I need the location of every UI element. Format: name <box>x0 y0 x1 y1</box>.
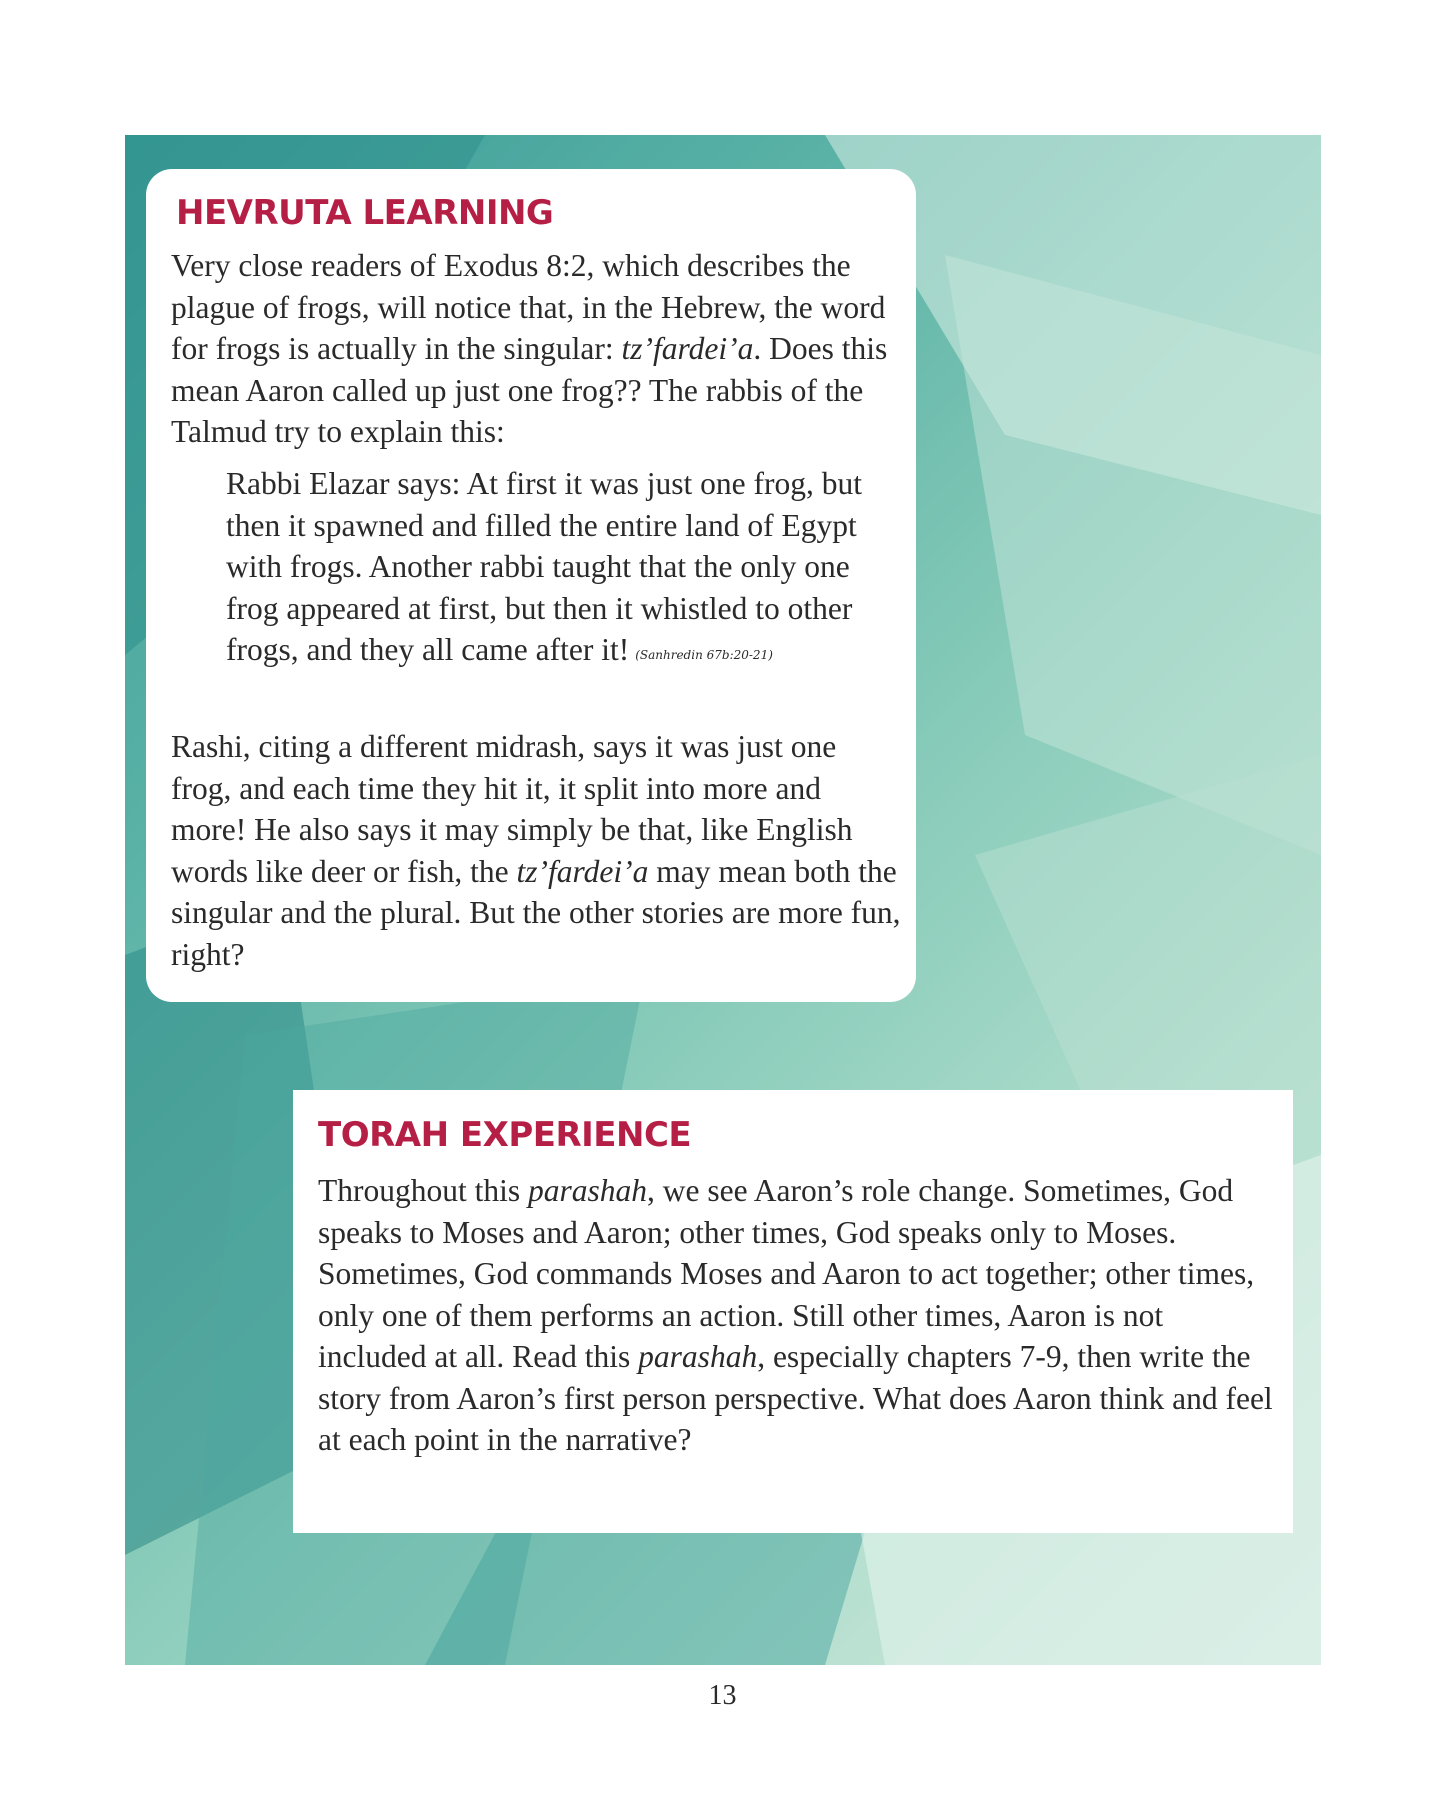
hevruta-intro-paragraph <box>171 245 901 453</box>
hevruta-closing-paragraph <box>171 726 901 975</box>
intro-hebrew-term: tz’fardei’a <box>621 331 754 366</box>
intro-text-1: Very close readers of Exodus 8:2, which describes the plague of frogs, will notice that, in the Hebrew, the word for frogs is actually in the singular: <box>171 248 886 366</box>
closing-text-1: Rashi, citing a different midrash, says it was just one frog, and each time they hit it, it split into more and more! He also says it may simply be that, like English words like deer or fish, the <box>171 729 853 889</box>
bg-shard <box>945 255 1321 855</box>
torah-text-2: , we see Aaron’s role change. Sometimes, God speaks to Moses and Aaron; other times, God speaks only to Moses. Sometimes, God commands Moses and Aaron to act together; other times, only one of them performs an action. Still other times, Aaron is not included at all. Read this <box>318 1173 1255 1374</box>
talmud-quote <box>226 463 866 677</box>
closing-hebrew-term: tz’fardei’a <box>516 853 649 889</box>
torah-term-2: parashah <box>638 1339 758 1374</box>
page-number: 13 <box>708 1680 737 1711</box>
hevruta-heading: HEVRUTA LEARNING <box>176 193 554 233</box>
torah-paragraph <box>318 1170 1278 1461</box>
bg-shard <box>975 755 1321 1145</box>
torah-term-1: parashah <box>528 1173 648 1208</box>
torah-heading: TORAH EXPERIENCE <box>318 1115 692 1155</box>
quote-text: Rabbi Elazar says: At first it was just one frog, but then it spawned and filled the entire land of Egypt with frogs. Another rabbi taught that the only one frog appeared at first, but then it whistled to other frogs, and they all came after it! <box>226 466 863 667</box>
torah-text-3: , especially chapters 7-9, then write the story from Aaron’s first person perspective. What does Aaron think and feel at each point in the narrative? <box>318 1339 1273 1457</box>
closing-text-2: may mean both the singular and the plural. But the other stories are more fun, right? <box>171 853 901 972</box>
quote-citation: (Sanhredin 67b:20-21) <box>635 648 773 662</box>
intro-text-2: . Does this mean Aaron called up just one frog?? The rabbis of the Talmud try to explain this: <box>171 331 888 449</box>
torah-text-1: Throughout this <box>318 1173 528 1208</box>
